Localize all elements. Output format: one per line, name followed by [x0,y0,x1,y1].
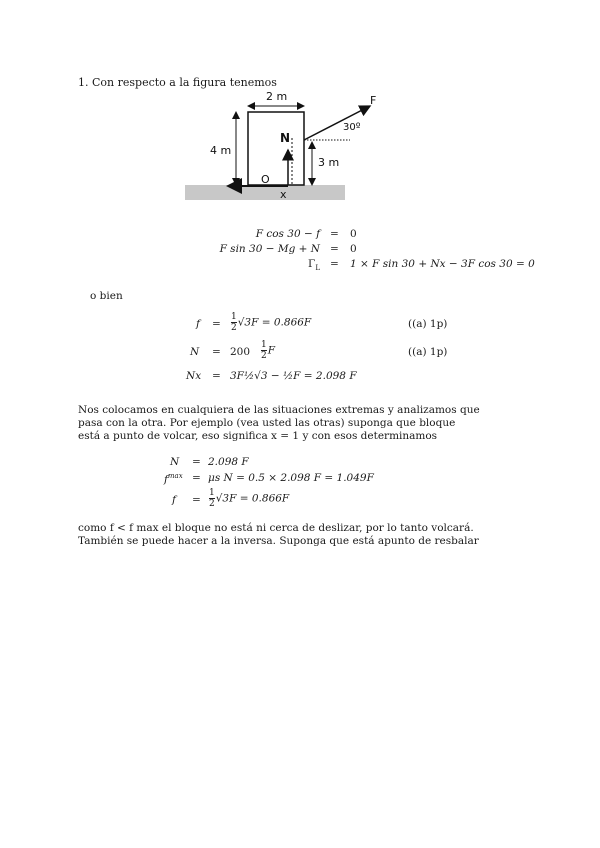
conclusion-line-2: También se puede hacer a la inversa. Suponga que está apunto de resbalar [78,535,479,547]
eq3-rhs: 1 × F sin 30 + Nx − 3F cos 30 = 0 [350,258,535,270]
height-label: 4 m [210,144,232,157]
eq4-num: 1 [231,312,237,322]
eq3-op: = [330,258,339,270]
eq1-op: = [330,228,339,240]
problem-number: 1. [78,76,89,89]
eq4-rest: √3F = 0.866F [237,316,312,329]
eq4-den: 2 [231,323,237,333]
eq9-lhs: f [172,494,176,506]
equations-set-1 [100,228,535,273]
eq4-rhs [230,312,311,333]
width-label: 2 m [266,90,288,103]
eq7-lhs: N [170,456,180,468]
eq7-op: = [192,456,201,468]
eq5-rhs [260,340,275,361]
eq9-den: 2 [209,499,215,509]
eq9-rest: √3F = 0.866F [215,492,290,505]
eq5-rest: F [267,344,276,357]
obien-text: o bien [90,290,123,302]
origin-label: O [261,173,270,186]
eq3-sub: L [315,264,320,273]
eq9-rhs [208,488,289,509]
eq6-lhs: Nx [186,370,202,382]
app-height-label: 3 m [318,156,340,169]
eq4-tag: ((a) 1p) [408,318,448,330]
eq5-pre: 200 [230,346,251,358]
eq3-lhs [308,258,320,272]
eq6-rhs: 3F½√3 − ½F = 2.098 F [230,370,357,382]
equations-set-2 [100,312,500,386]
x-label: x [280,188,287,201]
analysis-paragraph [78,404,480,443]
problem-intro: Con respecto a la figura tenemos [92,76,277,89]
conclusion-line-1: como f < f max el bloque no está ni cerca de deslizar, por lo tanto volcará. [78,522,474,534]
block [248,112,304,185]
ground [185,185,345,200]
eq5-op: = [212,346,221,358]
angle-label: 30º [343,122,361,133]
eq5-lhs: N [190,346,200,358]
paragraph-line-3: está a punto de volcar, eso significa x = 1 y con esos determinamos [78,430,438,442]
eq8-f: f [164,473,168,486]
eq9-num: 1 [209,488,215,498]
paragraph-line-2: pasa con la otra. Por ejemplo (vea usted las otras) suponga que bloque [78,417,456,429]
paragraph-line-1: Nos colocamos en cualquiera de las situaciones extremas y analizamos que [78,404,480,416]
eq5-tag: ((a) 1p) [408,346,448,358]
equations-set-3 [140,456,440,512]
block-figure [180,84,400,204]
eq2-op: = [330,243,339,255]
eq2-lhs: F sin 30 − Mg + N [219,243,320,255]
eq1-lhs: F cos 30 − f [255,228,320,240]
eq5-den: 2 [261,351,267,361]
eq5-num: 1 [261,340,267,350]
eq4-lhs: f [196,318,200,330]
eq2-rhs: 0 [350,243,357,255]
eq8-rhs: μs N = 0.5 × 2.098 F = 1.049F [208,472,374,484]
eq3-gamma: Γ [308,258,316,270]
eq1-rhs: 0 [350,228,357,240]
force-label: F [370,94,377,107]
eq7-rhs: 2.098 F [208,456,249,468]
conclusion-paragraph [78,522,479,548]
eq8-sup: max [167,472,183,480]
eq9-op: = [192,494,201,506]
eq8-lhs [164,472,183,486]
eq8-op: = [192,472,201,484]
normal-label: N [280,131,291,145]
eq4-op: = [212,318,221,330]
eq6-op: = [212,370,221,382]
